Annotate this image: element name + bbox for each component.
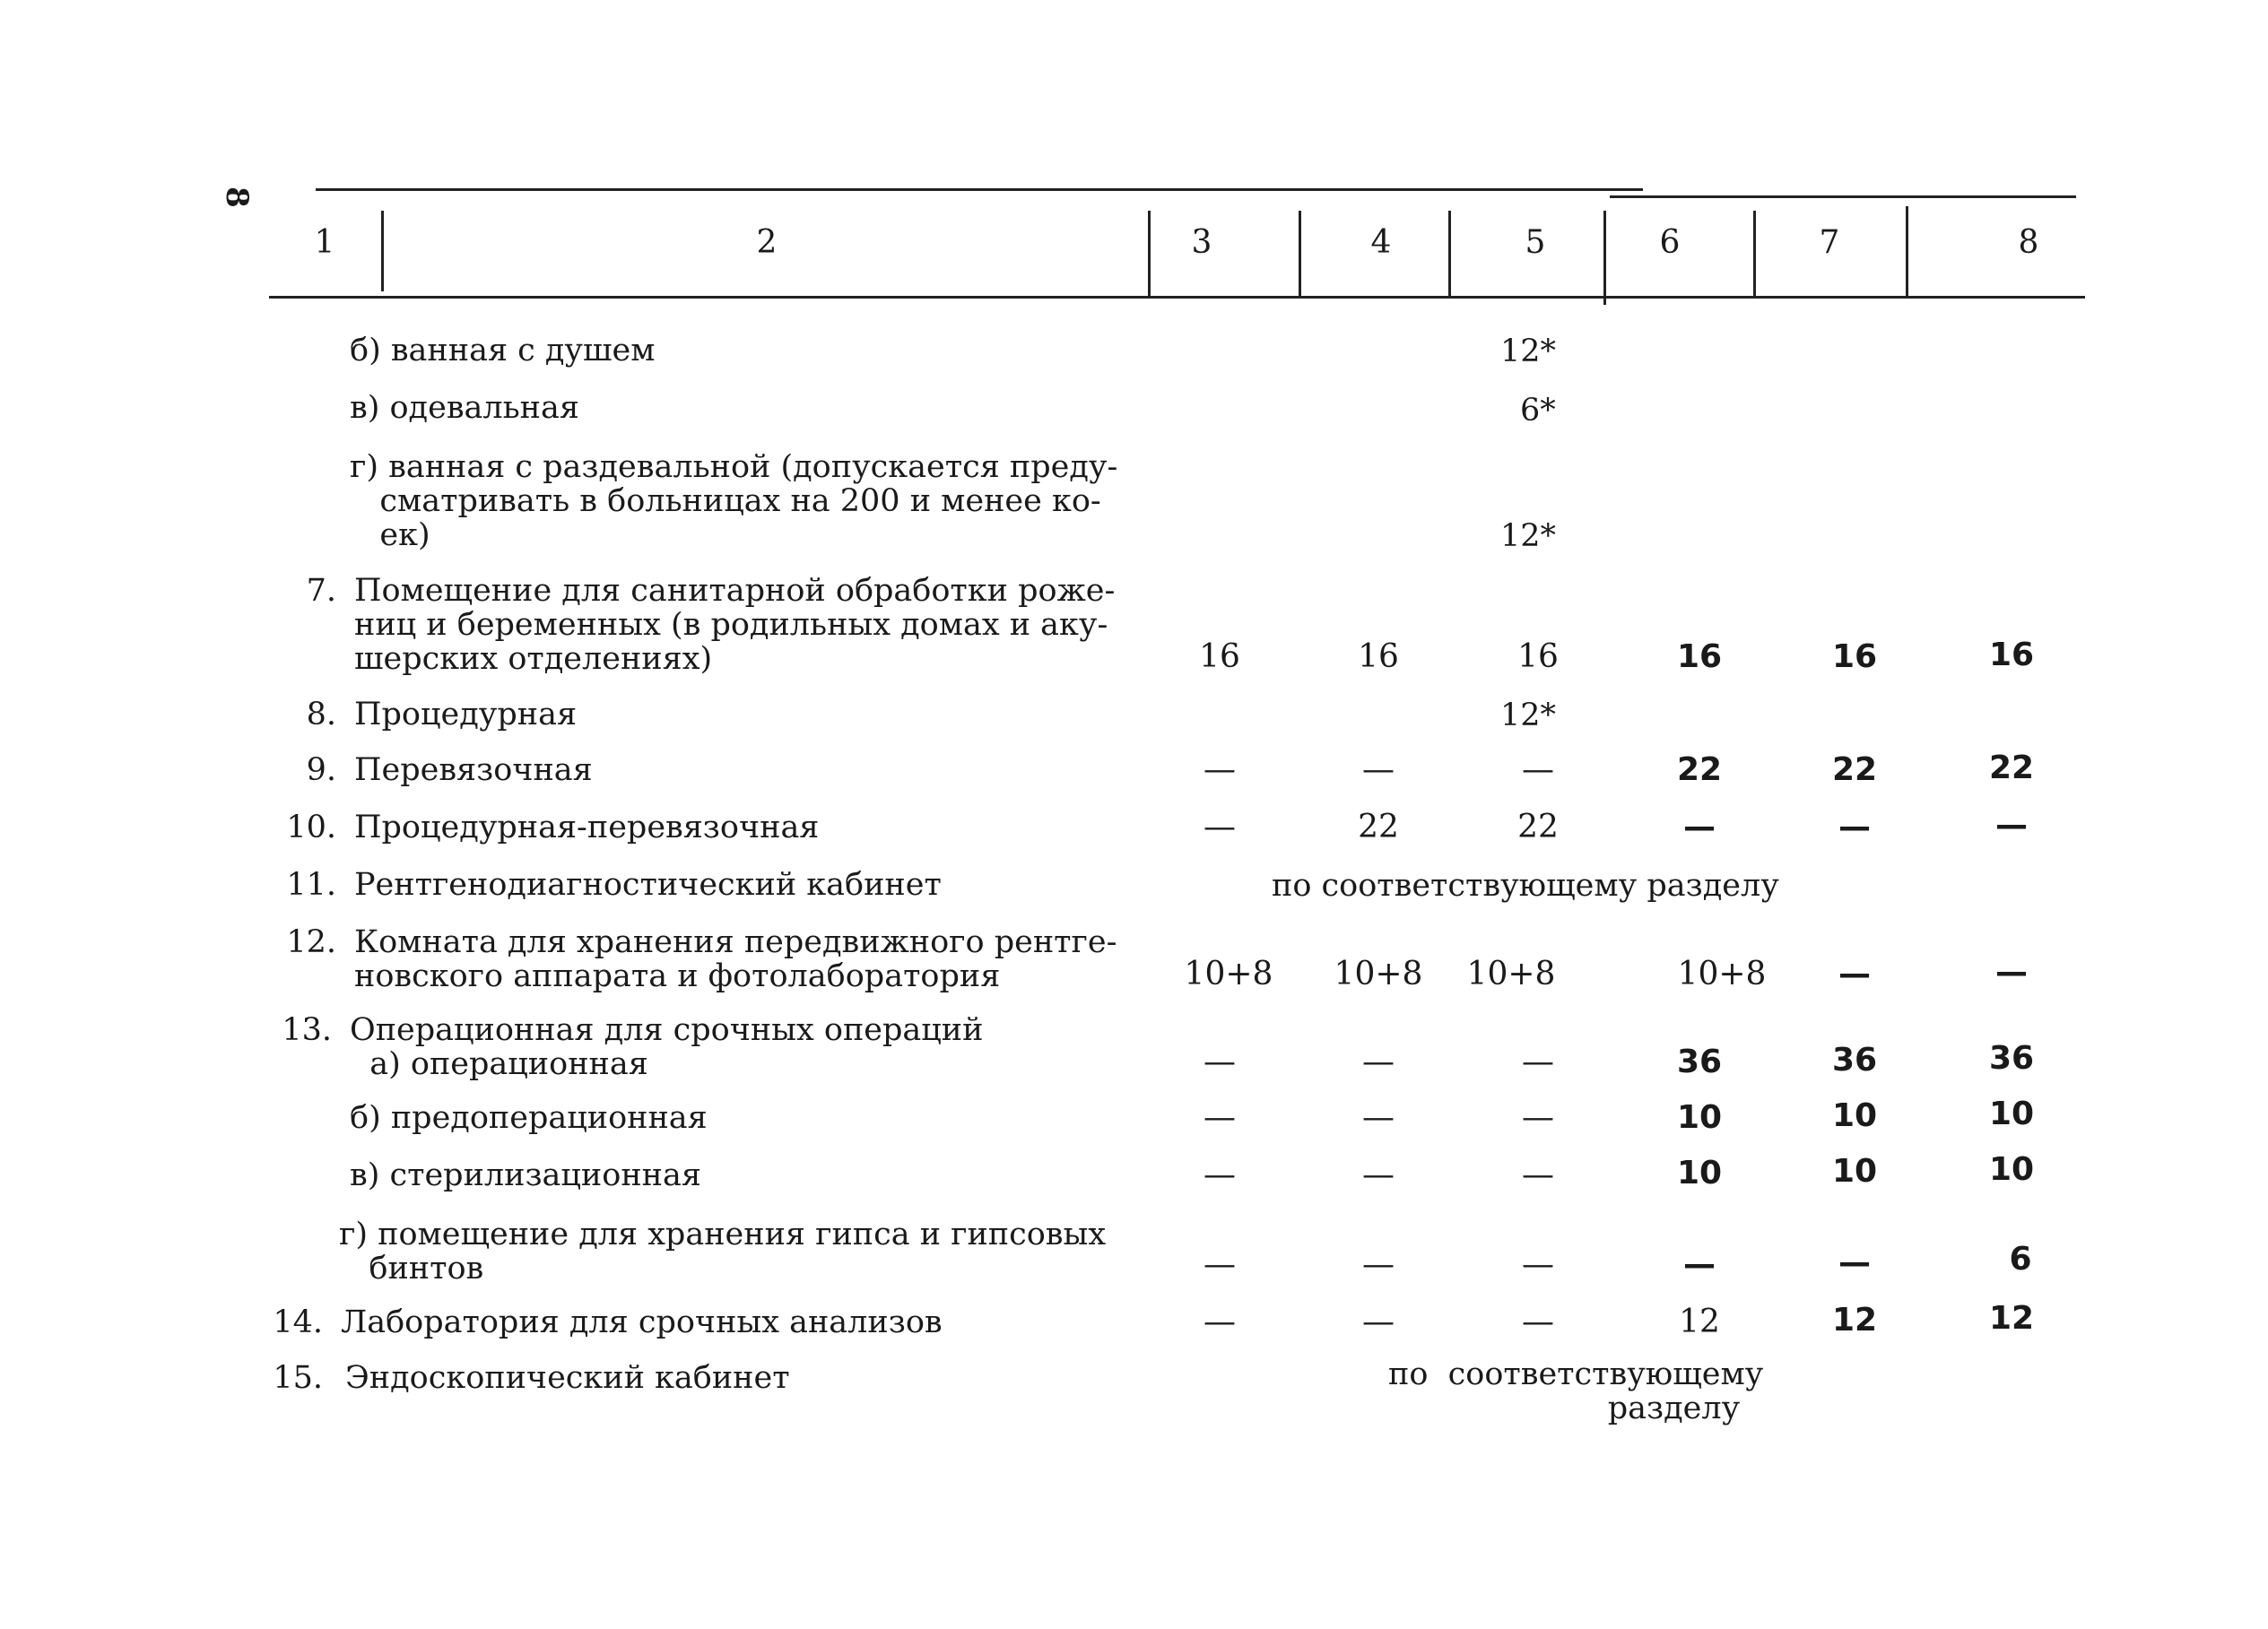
header-divider — [1299, 211, 1301, 296]
cell-value: — — [1838, 956, 1871, 992]
cell-value: 36 — [1988, 1040, 2035, 1077]
row-label: Процедурная — [354, 697, 578, 732]
row-number: 13. — [282, 1012, 332, 1048]
row-span-value: 12* — [1500, 518, 1557, 554]
row-span-value: по соответствующему разделу — [1272, 868, 1779, 904]
row-label: Комната для хранения передвижного рентге- новского аппарата и фотолаборатория — [354, 924, 1117, 994]
cell-value: — — [1683, 1246, 1716, 1283]
row-label: Рентгенодиагностический кабинет — [354, 867, 942, 903]
cell-value: — — [1995, 807, 2028, 844]
cell-value: — — [1995, 954, 2028, 991]
cell-value: 12 — [1988, 1300, 2035, 1337]
cell-value: 10 — [1988, 1151, 2035, 1188]
row-label: Лаборатория для срочных анализов — [341, 1304, 943, 1340]
row-span-value: 6* — [1520, 393, 1556, 429]
cell-value: — — [1362, 1157, 1395, 1193]
row-label: б) предоперационная — [350, 1100, 708, 1136]
cell-value: — — [1204, 1044, 1236, 1080]
row-label: б) ванная с душем — [350, 333, 656, 368]
cell-value: 36 — [1676, 1044, 1723, 1080]
cell-value: — — [1522, 1157, 1554, 1193]
header-divider — [381, 211, 384, 291]
cell-value: — — [1362, 1044, 1395, 1080]
header-divider — [1603, 211, 1606, 305]
cell-value: 36 — [1831, 1042, 1878, 1079]
cell-value: — — [1204, 1157, 1236, 1193]
cell-value: 16 — [1517, 638, 1559, 675]
cell-value: 22 — [1358, 809, 1399, 845]
cell-value: 10+8 — [1677, 956, 1767, 992]
cell-value: — — [1204, 1304, 1236, 1340]
cell-value: 22 — [1676, 751, 1723, 788]
cell-value: 10 — [1676, 1155, 1723, 1191]
cell-value: — — [1362, 1304, 1395, 1340]
cell-value: — — [1522, 1246, 1554, 1283]
cell-value: — — [1838, 809, 1871, 845]
header-divider — [1753, 211, 1756, 296]
cell-value: 16 — [1831, 638, 1878, 675]
cell-value: — — [1838, 1244, 1871, 1281]
row-number: 12. — [286, 924, 336, 960]
header-col-4: 4 — [1370, 224, 1392, 261]
cell-value: 16 — [1199, 638, 1240, 675]
row-label: Процедурная-перевязочная — [354, 810, 820, 845]
cell-value: — — [1204, 809, 1236, 845]
cell-value: — — [1204, 1099, 1236, 1136]
header-col-8: 8 — [2018, 224, 2039, 261]
header-divider — [1906, 206, 1908, 296]
cell-value: 12 — [1679, 1304, 1720, 1340]
row-number: 11. — [286, 867, 336, 903]
cell-value: — — [1522, 751, 1554, 788]
cell-value: — — [1683, 809, 1716, 845]
header-col-5: 5 — [1525, 224, 1546, 261]
header-top-rule-right — [1610, 195, 2076, 198]
page-number: 8 — [218, 186, 255, 208]
cell-value: 6 — [2009, 1241, 2032, 1278]
header-col-7: 7 — [1819, 224, 1840, 261]
cell-value: 10 — [1988, 1096, 2035, 1132]
cell-value: 10+8 — [1184, 956, 1273, 992]
cell-value: — — [1204, 1246, 1236, 1283]
row-label: в) одевальная — [350, 390, 579, 426]
row-label: г) помещение для хранения гипса и гипсовых бинтов — [339, 1217, 1107, 1287]
row-label: Помещение для санитарной обработки роже- ниц и беременных (в родильных домах и аку- шерских отделениях) — [354, 573, 1116, 677]
cell-value: — — [1362, 1246, 1395, 1283]
row-number: 15. — [273, 1360, 323, 1396]
row-label: Операционная для срочных операций а) операционная — [350, 1012, 984, 1082]
row-span-value: по соответствующему разделу — [1388, 1356, 1764, 1426]
cell-value: 10 — [1676, 1099, 1723, 1136]
row-label: Эндоскопический кабинет — [345, 1360, 790, 1396]
row-number: 10. — [286, 810, 336, 845]
cell-value: 10 — [1831, 1153, 1878, 1190]
header-divider — [1448, 211, 1451, 296]
header-divider — [1148, 211, 1151, 296]
cell-value: — — [1362, 751, 1395, 788]
cell-value: 12 — [1831, 1302, 1878, 1339]
row-number: 14. — [273, 1304, 323, 1340]
cell-value: — — [1522, 1099, 1554, 1136]
cell-value: 16 — [1358, 638, 1399, 675]
row-number: 9. — [306, 752, 336, 788]
header-col-1: 1 — [314, 224, 335, 261]
row-span-value: 12* — [1500, 698, 1557, 733]
row-label: в) стерилизационная — [350, 1157, 701, 1193]
cell-value: 22 — [1517, 809, 1559, 845]
header-bottom-rule — [269, 296, 2085, 299]
row-span-value: 12* — [1500, 334, 1557, 369]
header-col-6: 6 — [1659, 224, 1681, 261]
row-label: Перевязочная — [354, 752, 593, 788]
row-number: 7. — [306, 573, 336, 609]
row-label: г) ванная с раздевальной (допускается преду- сматривать в больницах на 200 и менее ко- ек) — [350, 449, 1118, 553]
cell-value: — — [1362, 1099, 1395, 1136]
cell-value: — — [1522, 1044, 1554, 1080]
cell-value: 22 — [1988, 750, 2035, 786]
cell-value: 16 — [1676, 638, 1723, 675]
header-top-rule — [316, 188, 1643, 191]
cell-value: — — [1522, 1304, 1554, 1340]
cell-value: — — [1204, 751, 1236, 788]
header-col-3: 3 — [1191, 224, 1212, 261]
cell-value: 16 — [1988, 637, 2035, 673]
cell-value: 10 — [1831, 1097, 1878, 1134]
cell-value: 10+8 — [1334, 956, 1423, 992]
header-col-2: 2 — [756, 224, 778, 261]
cell-value: 22 — [1831, 751, 1878, 788]
cell-value: 10+8 — [1466, 956, 1556, 992]
row-number: 8. — [306, 697, 336, 732]
